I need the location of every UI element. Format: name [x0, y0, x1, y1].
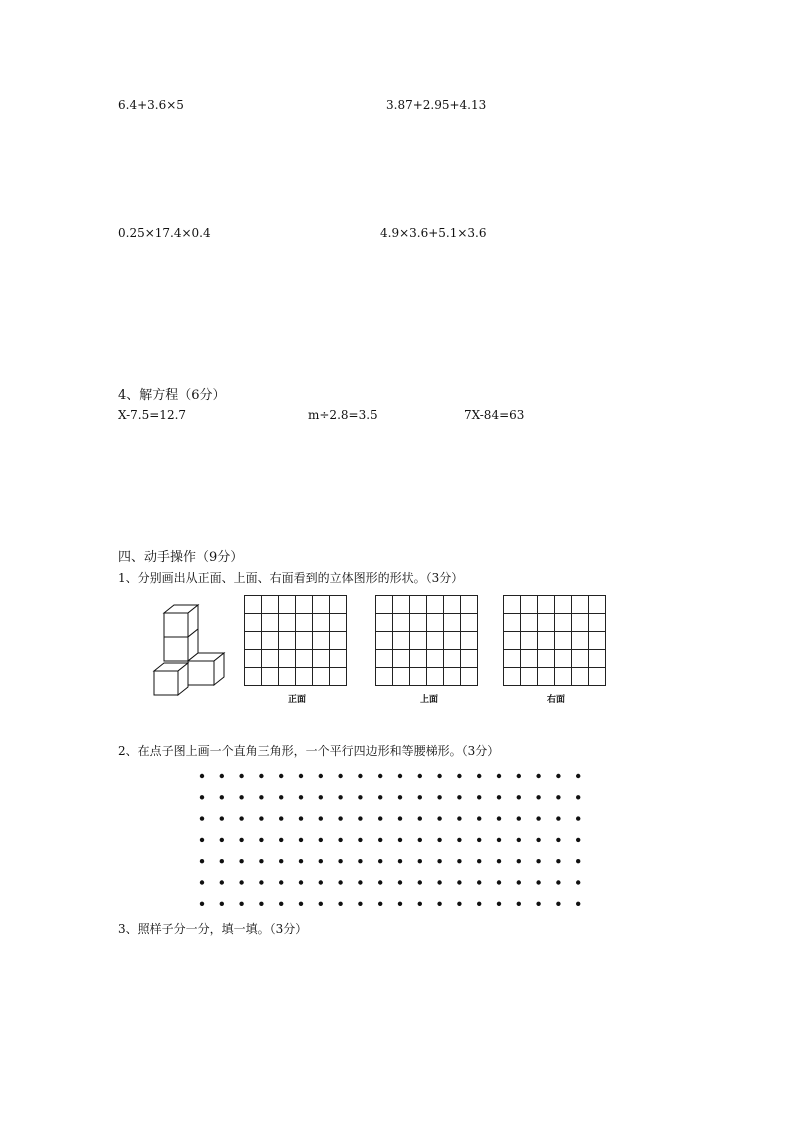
grid-dot[interactable]	[497, 880, 501, 884]
question-3-text: 3、照样子分一分，填一填。（3分）	[118, 922, 308, 936]
grid-dot[interactable]	[220, 902, 224, 906]
grid-dot[interactable]	[378, 795, 382, 799]
grid-dot[interactable]	[576, 838, 580, 842]
grid-dot[interactable]	[299, 838, 303, 842]
calc-problem-2: 3.87+2.95+4.13	[386, 98, 487, 112]
grid-dot[interactable]	[517, 902, 521, 906]
grid-dot[interactable]	[398, 880, 402, 884]
equation-1: X-7.5=12.7	[118, 408, 187, 422]
grid-dot[interactable]	[319, 880, 323, 884]
grid-dot[interactable]	[398, 795, 402, 799]
grid-dot[interactable]	[378, 774, 382, 778]
grid-dot[interactable]	[239, 902, 243, 906]
grid-dot[interactable]	[239, 838, 243, 842]
grid-dot[interactable]	[239, 859, 243, 863]
grid-dot[interactable]	[299, 795, 303, 799]
grid-dot[interactable]	[319, 902, 323, 906]
grid-dot[interactable]	[259, 838, 263, 842]
grid-dot[interactable]	[576, 902, 580, 906]
grid-dot[interactable]	[477, 816, 481, 820]
grid-dot[interactable]	[319, 838, 323, 842]
grid-dot[interactable]	[457, 838, 461, 842]
grid-dot[interactable]	[576, 795, 580, 799]
grid-dot[interactable]	[279, 859, 283, 863]
grid-dot[interactable]	[398, 774, 402, 778]
grid-dot[interactable]	[556, 774, 560, 778]
grid-dot[interactable]	[220, 795, 224, 799]
calc-problem-1: 6.4+3.6×5	[118, 98, 184, 112]
grid-dot[interactable]	[457, 859, 461, 863]
front-view-grid[interactable]	[244, 595, 347, 686]
right-view-grid[interactable]	[503, 595, 606, 686]
grid-dot[interactable]	[299, 816, 303, 820]
grid-dot[interactable]	[200, 902, 204, 906]
grid-dot[interactable]	[477, 859, 481, 863]
grid-dot[interactable]	[279, 774, 283, 778]
question-1-text: 1、分别画出从正面、上面、右面看到的立体图形的形状。（3分）	[118, 571, 464, 585]
equation-3: 7X-84=63	[464, 408, 525, 422]
section4-heading: 四、动手操作（9分）	[118, 550, 244, 565]
dot-grid[interactable]	[198, 770, 588, 910]
grid-dot[interactable]	[338, 838, 342, 842]
grid-dot[interactable]	[220, 774, 224, 778]
grid-dot[interactable]	[437, 859, 441, 863]
grid-dot[interactable]	[477, 902, 481, 906]
equations-heading: 4、解方程（6分）	[118, 388, 226, 403]
grid-dot[interactable]	[418, 902, 422, 906]
grid-dot[interactable]	[299, 859, 303, 863]
grid-dot[interactable]	[556, 859, 560, 863]
front-view-label: 正面	[288, 695, 307, 705]
grid-dot[interactable]	[299, 902, 303, 906]
grid-dot[interactable]	[497, 902, 501, 906]
grid-dot[interactable]	[220, 838, 224, 842]
grid-dot[interactable]	[497, 774, 501, 778]
grid-dot[interactable]	[418, 774, 422, 778]
grid-dot[interactable]	[437, 838, 441, 842]
grid-dot[interactable]	[457, 902, 461, 906]
grid-dot[interactable]	[457, 795, 461, 799]
grid-dot[interactable]	[556, 838, 560, 842]
grid-dot[interactable]	[517, 838, 521, 842]
grid-dot[interactable]	[398, 902, 402, 906]
grid-dot[interactable]	[239, 795, 243, 799]
grid-dot[interactable]	[497, 838, 501, 842]
grid-dot[interactable]	[220, 880, 224, 884]
grid-dot[interactable]	[358, 902, 362, 906]
grid-dot[interactable]	[517, 880, 521, 884]
calc-problem-4: 4.9×3.6+5.1×3.6	[380, 226, 487, 240]
grid-dot[interactable]	[497, 795, 501, 799]
grid-dot[interactable]	[437, 880, 441, 884]
grid-dot[interactable]	[437, 795, 441, 799]
grid-dot[interactable]	[536, 774, 540, 778]
grid-dot[interactable]	[437, 902, 441, 906]
grid-dot[interactable]	[477, 795, 481, 799]
grid-dot[interactable]	[200, 816, 204, 820]
equation-2: m÷2.8=3.5	[308, 408, 378, 422]
grid-dot[interactable]	[239, 774, 243, 778]
grid-dot[interactable]	[338, 774, 342, 778]
grid-dot[interactable]	[279, 795, 283, 799]
grid-dot[interactable]	[338, 880, 342, 884]
grid-dot[interactable]	[338, 859, 342, 863]
grid-dot[interactable]	[319, 774, 323, 778]
grid-dot[interactable]	[418, 816, 422, 820]
grid-dot[interactable]	[418, 880, 422, 884]
grid-dot[interactable]	[497, 816, 501, 820]
grid-dot[interactable]	[517, 774, 521, 778]
grid-dot[interactable]	[358, 795, 362, 799]
grid-dot[interactable]	[517, 816, 521, 820]
grid-dot[interactable]	[477, 880, 481, 884]
grid-dot[interactable]	[200, 774, 204, 778]
grid-dot[interactable]	[319, 816, 323, 820]
grid-dot[interactable]	[378, 838, 382, 842]
grid-dot[interactable]	[517, 859, 521, 863]
grid-dot[interactable]	[576, 880, 580, 884]
grid-dot[interactable]	[358, 816, 362, 820]
grid-dot[interactable]	[536, 880, 540, 884]
grid-dot[interactable]	[338, 816, 342, 820]
grid-dot[interactable]	[279, 902, 283, 906]
grid-dot[interactable]	[418, 795, 422, 799]
grid-dot[interactable]	[299, 880, 303, 884]
grid-dot[interactable]	[437, 816, 441, 820]
grid-dot[interactable]	[378, 816, 382, 820]
grid-dot[interactable]	[259, 816, 263, 820]
grid-dot[interactable]	[259, 795, 263, 799]
grid-dot[interactable]	[536, 902, 540, 906]
grid-dot[interactable]	[457, 880, 461, 884]
right-view-label: 右面	[547, 695, 566, 705]
grid-dot[interactable]	[220, 816, 224, 820]
grid-dot[interactable]	[576, 859, 580, 863]
grid-dot[interactable]	[259, 902, 263, 906]
grid-dot[interactable]	[338, 795, 342, 799]
grid-dot[interactable]	[418, 859, 422, 863]
calc-problem-3: 0.25×17.4×0.4	[118, 226, 211, 240]
grid-dot[interactable]	[378, 880, 382, 884]
grid-dot[interactable]	[536, 795, 540, 799]
grid-dot[interactable]	[457, 774, 461, 778]
grid-dot[interactable]	[556, 795, 560, 799]
grid-dot[interactable]	[378, 859, 382, 863]
cube-stack-figure	[152, 603, 228, 697]
grid-dot[interactable]	[536, 816, 540, 820]
question-2-text: 2、在点子图上画一个直角三角形，一个平行四边形和等腰梯形。（3分）	[118, 744, 500, 758]
grid-dot[interactable]	[319, 795, 323, 799]
grid-dot[interactable]	[398, 838, 402, 842]
grid-dot[interactable]	[536, 859, 540, 863]
grid-dot[interactable]	[200, 859, 204, 863]
grid-dot[interactable]	[358, 838, 362, 842]
grid-dot[interactable]	[220, 859, 224, 863]
grid-dot[interactable]	[338, 902, 342, 906]
grid-dot[interactable]	[576, 816, 580, 820]
grid-dot[interactable]	[358, 859, 362, 863]
grid-dot[interactable]	[259, 774, 263, 778]
grid-dot[interactable]	[358, 774, 362, 778]
grid-dot[interactable]	[497, 859, 501, 863]
grid-dot[interactable]	[358, 880, 362, 884]
grid-dot[interactable]	[556, 816, 560, 820]
grid-dot[interactable]	[279, 816, 283, 820]
grid-dot[interactable]	[437, 774, 441, 778]
top-view-label: 上面	[420, 695, 439, 705]
grid-dot[interactable]	[200, 880, 204, 884]
grid-dot[interactable]	[477, 774, 481, 778]
grid-dot[interactable]	[279, 838, 283, 842]
grid-dot[interactable]	[398, 859, 402, 863]
grid-dot[interactable]	[239, 880, 243, 884]
grid-dot[interactable]	[239, 816, 243, 820]
grid-dot[interactable]	[517, 795, 521, 799]
grid-dot[interactable]	[200, 795, 204, 799]
grid-dot[interactable]	[299, 774, 303, 778]
grid-dot[interactable]	[576, 774, 580, 778]
grid-dot[interactable]	[418, 838, 422, 842]
grid-dot[interactable]	[259, 859, 263, 863]
grid-dot[interactable]	[536, 838, 540, 842]
grid-dot[interactable]	[259, 880, 263, 884]
grid-dot[interactable]	[319, 859, 323, 863]
grid-dot[interactable]	[378, 902, 382, 906]
grid-dot[interactable]	[200, 838, 204, 842]
grid-dot[interactable]	[477, 838, 481, 842]
top-view-grid[interactable]	[375, 595, 478, 686]
grid-dot[interactable]	[457, 816, 461, 820]
grid-dot[interactable]	[556, 902, 560, 906]
grid-dot[interactable]	[398, 816, 402, 820]
grid-dot[interactable]	[279, 880, 283, 884]
grid-dot[interactable]	[556, 880, 560, 884]
